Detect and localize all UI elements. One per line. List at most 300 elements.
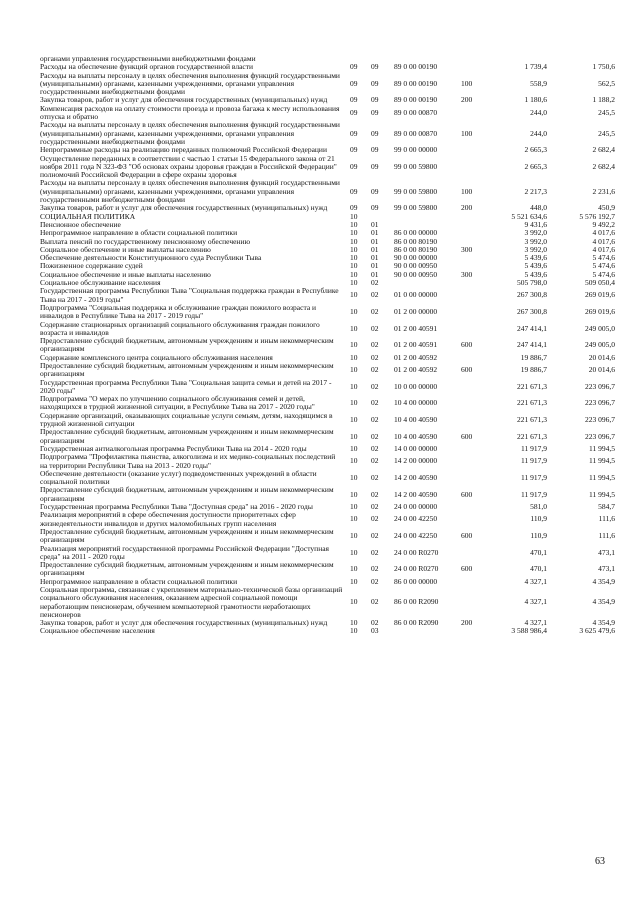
budget-table-body [40, 55, 615, 636]
row-target-article: 24 0 00 00000 [394, 502, 438, 512]
row-subsection: 02 [371, 576, 379, 586]
row-section: 10 [350, 618, 358, 628]
table-row [40, 627, 615, 635]
row-amount-2019: 19 886,7 [520, 365, 547, 375]
row-name: Содержание комплексного центра социального обслуживания населения [40, 352, 273, 362]
row-target-article: 14 2 00 40590 [394, 472, 438, 482]
row-target-article: 14 0 00 00000 [394, 443, 438, 453]
row-amount-2020: 5 474,6 [592, 253, 615, 263]
row-name: Содержание организаций, оказывающих социальные услуги семьям, детям, находящимся в трудной жизненной ситуации [40, 410, 333, 429]
row-name: СОЦИАЛЬНАЯ ПОЛИТИКА [40, 211, 136, 221]
row-amount-2020: 2 682,4 [592, 145, 615, 155]
table-row [40, 155, 615, 180]
row-subsection: 02 [371, 514, 379, 524]
row-name: Осуществление переданных в соответствии с частью 1 статьи 15 Федерального закона от 21 ноября 2011 года N 323-ФЗ "Об основах охраны здоровья граждан в Российской Федерации" полномочий Российской Федерации в сфере охраны здоровья [40, 153, 337, 180]
row-amount-2020: 223 096,7 [585, 431, 615, 441]
row-amount-2020: 4 017,6 [592, 228, 615, 238]
row-subsection: 02 [371, 381, 379, 391]
row-amount-2020: 223 096,7 [585, 381, 615, 391]
table-row [40, 321, 615, 338]
row-expense-type [457, 229, 485, 237]
row-amount-2020: 4 354,9 [592, 597, 615, 607]
row-expense-type [457, 354, 485, 362]
row-subsection: 02 [371, 531, 379, 541]
row-amount-2019: 3 588 986,4 [511, 626, 547, 636]
row-amount-2020: 2 231,6 [592, 186, 615, 196]
row-target-article: 24 0 00 R0270 [394, 547, 439, 557]
row-section: 10 [350, 211, 358, 221]
row-section: 10 [350, 381, 358, 391]
row-target-article [390, 213, 457, 221]
row-name: Подпрограмма "Профилактика пьянства, алкоголизма и их медико-социальных последствий на территории Республики Тыва на 2013 - 2020 годы" [40, 452, 336, 470]
row-subsection: 02 [371, 307, 379, 317]
row-subsection: 02 [371, 352, 379, 362]
row-expense-type [457, 287, 485, 304]
row-amount-2019: 3 992,0 [524, 228, 547, 238]
row-subsection: 01 [371, 219, 379, 229]
row-amount-2020: 5 474,6 [592, 261, 615, 271]
row-section: 10 [350, 307, 358, 317]
row-name: Пожизненное содержание судей [40, 261, 143, 271]
row-expense-type [457, 511, 485, 528]
row-subsection: 09 [371, 128, 379, 138]
row-target-article: 89 0 00 00190 [394, 78, 438, 88]
row-name: Государственная программа Республики Тыва "Доступная среда" на 2016 - 2020 годы [40, 502, 313, 512]
row-name: Выплата пенсий по государственному пенсионному обеспечению [40, 236, 251, 246]
table-row [40, 105, 615, 122]
row-amount-2019: 505 798,0 [517, 278, 547, 288]
row-target-article: 24 0 00 42250 [394, 531, 438, 541]
row-amount-2020: 4 354,9 [592, 618, 615, 628]
row-section: 09 [350, 78, 358, 88]
row-name: Непрограммные расходы на реализацию переданных полномочий Российской Федерации [40, 145, 327, 155]
table-row [40, 379, 615, 396]
table-row [40, 72, 615, 97]
row-target-article: 89 0 00 00190 [394, 95, 438, 105]
row-subsection: 02 [371, 564, 379, 574]
row-expense-type: 100 [461, 186, 473, 196]
row-subsection: 02 [371, 597, 379, 607]
row-target-article: 10 4 00 40590 [394, 414, 438, 424]
row-target-article: 99 0 00 00000 [394, 145, 438, 155]
row-amount-2020: 269 019,6 [585, 290, 615, 300]
row-amount-2019: 267 300,8 [517, 290, 547, 300]
row-target-article: 86 0 00 R2090 [394, 618, 439, 628]
row-section: 10 [350, 340, 358, 350]
row-section: 10 [350, 352, 358, 362]
row-expense-type [457, 221, 485, 229]
row-amount-2019: 221 671,3 [517, 381, 547, 391]
row-target-article: 01 2 00 40591 [394, 323, 438, 333]
row-section: 10 [350, 597, 358, 607]
row-subsection: 02 [371, 456, 379, 466]
row-section: 10 [350, 564, 358, 574]
table-row [40, 470, 615, 487]
row-subsection: 02 [371, 547, 379, 557]
row-name: Содержание стационарных организаций социального обслуживания граждан пожилого возраста и инвалидов [40, 319, 320, 337]
row-expense-type: 600 [461, 531, 473, 541]
row-amount-2019: 2 217,3 [524, 186, 547, 196]
row-name: Непрограммное направление в области социальной политики [40, 228, 238, 238]
row-name: Предоставление субсидий бюджетным, автономным учреждениям и иным некоммерческим организациям [40, 560, 334, 578]
row-target-article: 24 0 00 R0270 [394, 564, 439, 574]
row-subsection: 09 [371, 186, 379, 196]
row-section: 10 [350, 626, 358, 636]
row-name: Подпрограмма "Социальная поддержка и обслуживание граждан пожилого возраста и инвалидов в Республике Тыва на 2017 - 2019 годы" [40, 302, 317, 321]
row-section: 09 [350, 203, 358, 213]
row-subsection: 09 [371, 78, 379, 88]
row-expense-type [457, 470, 485, 487]
row-section: 10 [350, 269, 358, 279]
row-subsection: 02 [371, 414, 379, 424]
row-target-article: 14 2 00 00000 [394, 456, 438, 466]
row-amount-2020: 4 017,6 [592, 236, 615, 246]
table-row [40, 528, 615, 545]
row-amount-2020: 249 005,0 [585, 340, 615, 350]
row-expense-type [457, 55, 485, 63]
row-target-article: 01 2 00 40592 [394, 352, 438, 362]
row-name: Расходы на выплаты персоналу в целях обеспечения выполнения функций государственными (муниципальными) органами, казенными учреждениями, органами управления государственными внебюджетными фондами [40, 70, 340, 97]
row-target-article: 10 4 00 00000 [394, 398, 438, 408]
row-name: Компенсация расходов на оплату стоимости проезда и провоза багажа к месту использования отпуска и обратно [40, 103, 340, 122]
row-name: Государственная антиалкогольная программа Республики Тыва на 2014 - 2020 годы [40, 443, 307, 453]
row-section: 10 [350, 547, 358, 557]
row-expense-type [457, 453, 485, 470]
row-name: Обеспечение деятельности (оказание услуг) подведомственных учреждений в области социальной политики [40, 468, 317, 487]
row-subsection: 02 [371, 323, 379, 333]
row-amount-2019: 5 439,6 [524, 269, 547, 279]
row-target-article: 99 0 00 59800 [394, 161, 438, 171]
row-name: Закупка товаров, работ и услуг для обеспечения государственных (муниципальных) нужд [40, 618, 328, 628]
row-target-article: 10 4 00 40590 [394, 431, 438, 441]
row-target-article: 90 0 00 00950 [394, 269, 438, 279]
row-amount-2019: 5 439,6 [524, 253, 547, 263]
row-name: Обеспечение деятельности Конституционного суда Республики Тыва [40, 253, 262, 263]
table-row [40, 412, 615, 429]
row-target-article: 89 0 00 00190 [394, 62, 438, 72]
row-target-article: 86 0 00 R2090 [394, 597, 439, 607]
row-name: Расходы на обеспечение функций органов государственной власти [40, 62, 254, 72]
row-section: 09 [350, 161, 358, 171]
row-amount-2020: 20 014,6 [588, 352, 615, 362]
row-amount-2020: 509 050,4 [585, 278, 615, 288]
row-target-article: 89 0 00 00870 [394, 128, 438, 138]
row-expense-type [457, 578, 485, 586]
row-section: 09 [350, 186, 358, 196]
row-section: 10 [350, 443, 358, 453]
row-amount-2020: 1 750,6 [592, 62, 615, 72]
row-name: Социальная программа, связанная с укреплением материально-технической базы организаций социального обслуживания населения, оказанием адресной социальной помощи неработающим пенсионерам, обучением компьютерной грамотности неработающих пенсионеров [40, 585, 343, 619]
row-expense-type [457, 586, 485, 619]
row-target-article: 99 0 00 59800 [394, 203, 438, 213]
row-amount-2019: 4 327,1 [524, 597, 547, 607]
row-target-article: 14 2 00 40590 [394, 489, 438, 499]
table-row [40, 337, 615, 354]
row-section: 10 [350, 456, 358, 466]
row-expense-type: 100 [461, 128, 473, 138]
row-section: 10 [350, 365, 358, 375]
row-subsection: 02 [371, 502, 379, 512]
row-amount-2019: 3 992,0 [524, 244, 547, 254]
row-expense-type [457, 545, 485, 562]
row-expense-type [457, 627, 485, 635]
row-amount-2019: 11 917,9 [521, 456, 547, 466]
row-name: Социальное обслуживание населения [40, 278, 161, 288]
row-amount-2020: 111,6 [598, 531, 615, 541]
row-expense-type [457, 395, 485, 412]
row-target-article: 01 2 00 40591 [394, 340, 438, 350]
row-expense-type [457, 155, 485, 180]
row-expense-type [457, 379, 485, 396]
row-name: Государственная программа Республики Тыва "Социальная защита семьи и детей на 2017 - 2020 годы" [40, 377, 332, 395]
row-expense-type: 600 [461, 431, 473, 441]
row-expense-type [457, 321, 485, 338]
row-amount-2019: 19 886,7 [520, 352, 547, 362]
row-amount-2019: 1 180,6 [524, 95, 547, 105]
row-section: 10 [350, 502, 358, 512]
row-target-article [390, 627, 457, 635]
table-row [40, 428, 615, 445]
row-name: Подпрограмма "О мерах по улучшению социального обслуживания семей и детей, находящихся в трудной жизненной ситуации, в Республике Тыва на 2017 - 2020 годы" [40, 394, 315, 412]
row-subsection: 01 [371, 228, 379, 238]
table-row [40, 304, 615, 321]
row-section: 10 [350, 472, 358, 482]
row-expense-type: 600 [461, 564, 473, 574]
table-row [40, 395, 615, 412]
row-expense-type: 600 [461, 340, 473, 350]
row-name: Закупка товаров, работ и услуг для обеспечения государственных (муниципальных) нужд [40, 203, 328, 213]
row-subsection: 09 [371, 145, 379, 155]
row-subsection: 09 [371, 107, 379, 117]
row-name: Предоставление субсидий бюджетным, автономным учреждениям и иным некоммерческим организациям [40, 360, 334, 379]
row-amount-2019: 247 414,1 [517, 340, 547, 350]
row-subsection: 02 [371, 290, 379, 300]
row-amount-2020: 473,1 [598, 564, 615, 574]
row-amount-2019: 221 671,3 [517, 414, 547, 424]
row-expense-type: 600 [461, 365, 473, 375]
row-subsection: 02 [371, 278, 379, 288]
row-amount-2020: 111,6 [598, 514, 615, 524]
row-subsection: 09 [371, 95, 379, 105]
row-subsection: 02 [371, 365, 379, 375]
row-subsection: 01 [371, 244, 379, 254]
row-target-article: 01 0 00 00000 [394, 290, 438, 300]
row-name: Непрограммное направление в области социальной политики [40, 576, 238, 586]
row-expense-type [457, 146, 485, 154]
row-target-article: 86 0 00 80190 [394, 244, 438, 254]
row-amount-2020: 450,9 [598, 203, 615, 213]
row-amount-2019: 4 327,1 [524, 618, 547, 628]
row-subsection: 02 [371, 472, 379, 482]
row-subsection: 09 [371, 161, 379, 171]
row-amount-2019: 9 431,6 [524, 219, 547, 229]
table-row [40, 362, 615, 379]
row-amount-2019: 267 300,8 [517, 307, 547, 317]
table-row [40, 511, 615, 528]
row-amount-2019: 244,0 [530, 107, 547, 117]
row-amount-2019: 11 917,9 [521, 472, 547, 482]
row-amount-2020: 3 625 479,6 [579, 626, 615, 636]
row-expense-type [457, 304, 485, 321]
row-amount-2020: 473,1 [598, 547, 615, 557]
row-name: Расходы на выплаты персоналу в целях обеспечения выполнения функций государственными (муниципальными) органами, казенными учреждениями, органами управления государственными внебюджетными фондами [40, 120, 340, 146]
row-name: Закупка товаров, работ и услуг для обеспечения государственных (муниципальных) нужд [40, 95, 328, 105]
row-section: 10 [350, 236, 358, 246]
row-amount-2020: 245,5 [598, 107, 615, 117]
row-name: Реализация мероприятий государственной программы Российской Федерации "Доступная среда" на 2011 - 2020 годы [40, 543, 329, 561]
row-section: 10 [350, 261, 358, 271]
row-expense-type [457, 254, 485, 262]
row-amount-2020: 11 994,5 [589, 472, 615, 482]
row-section: 10 [350, 431, 358, 441]
row-section: 10 [350, 489, 358, 499]
row-amount-2020: 584,7 [598, 502, 615, 512]
row-amount-2019: 5 521 634,6 [511, 211, 547, 221]
row-amount-2020: 20 014,6 [588, 365, 615, 375]
row-expense-type [457, 279, 485, 287]
row-amount-2020: 1 188,2 [592, 95, 615, 105]
row-target-article: 10 0 00 00000 [394, 381, 438, 391]
row-section: 10 [350, 219, 358, 229]
row-subsection: 02 [371, 443, 379, 453]
row-amount-2019: 1 739,4 [524, 62, 547, 72]
row-amount-2019: 110,9 [530, 514, 547, 524]
row-section: 10 [350, 253, 358, 263]
row-amount-2019: 470,1 [530, 564, 547, 574]
row-subsection: 02 [371, 398, 379, 408]
row-subsection: 01 [371, 236, 379, 246]
budget-document [40, 55, 615, 636]
row-section: 10 [350, 323, 358, 333]
row-amount-2019: 558,9 [530, 78, 547, 88]
row-amount-2020: 5 576 192,7 [579, 211, 615, 221]
row-amount-2020: 11 994,5 [589, 443, 615, 453]
row-section: 09 [350, 107, 358, 117]
page-number: 63 [595, 856, 605, 867]
row-amount-2020: 249 005,0 [585, 323, 615, 333]
row-amount-2019: 2 665,3 [524, 161, 547, 171]
row-name: Пенсионное обеспечение [40, 219, 121, 229]
row-amount-2020: 223 096,7 [585, 398, 615, 408]
row-amount-2019: 244,0 [530, 128, 547, 138]
row-amount-2020: 11 994,5 [589, 489, 615, 499]
row-expense-type: 100 [461, 78, 473, 88]
row-amount-2020: 562,5 [598, 78, 615, 88]
row-expense-type [457, 503, 485, 511]
row-section: 10 [350, 244, 358, 254]
row-target-article: 89 0 00 00870 [394, 107, 438, 117]
row-amount-2020: 2 682,4 [592, 161, 615, 171]
row-section: 09 [350, 95, 358, 105]
row-name: органами управления государственными внебюджетными фондами [40, 54, 256, 63]
row-name: Предоставление субсидий бюджетным, автономным учреждениям и иным некоммерческим организациям [40, 427, 334, 445]
row-amount-2020: 9 492,2 [592, 219, 615, 229]
row-expense-type: 600 [461, 489, 473, 499]
table-row [40, 486, 615, 503]
row-target-article: 01 2 00 40592 [394, 365, 438, 375]
row-expense-type: 200 [461, 95, 473, 105]
row-amount-2020: 4 017,6 [592, 244, 615, 254]
row-target-article: 86 0 00 00000 [394, 228, 438, 238]
row-expense-type: 200 [461, 203, 473, 213]
row-name: Реализация мероприятий в сфере обеспечения доступности приоритетных сфер жизнедеятельности инвалидов и других маломобильных групп населения [40, 510, 296, 528]
row-amount-2019: 2 665,3 [524, 145, 547, 155]
row-subsection: 09 [371, 203, 379, 213]
row-amount-2019: 581,0 [530, 502, 547, 512]
row-target-article: 99 0 00 59800 [394, 186, 438, 196]
row-expense-type [457, 445, 485, 453]
table-row [40, 545, 615, 562]
row-subsection: 02 [371, 340, 379, 350]
table-row [40, 561, 615, 578]
row-amount-2020: 11 994,5 [589, 456, 615, 466]
row-subsection: 03 [371, 626, 379, 636]
row-amount-2019: 448,0 [530, 203, 547, 213]
row-expense-type: 300 [461, 269, 473, 279]
row-section: 10 [350, 414, 358, 424]
row-section: 09 [350, 62, 358, 72]
row-expense-type [457, 412, 485, 429]
row-name: Предоставление субсидий бюджетным, автономным учреждениям и иным некоммерческим организациям [40, 526, 334, 545]
row-target-article: 01 2 00 00000 [394, 307, 438, 317]
row-amount-2020: 245,5 [598, 128, 615, 138]
row-amount-2019: 470,1 [530, 547, 547, 557]
row-expense-type: 300 [461, 244, 473, 254]
row-subsection: 01 [371, 269, 379, 279]
row-section: 10 [350, 278, 358, 288]
table-row [40, 453, 615, 470]
row-target-article: 86 0 00 80190 [394, 236, 438, 246]
table-row [40, 121, 615, 146]
row-section: 09 [350, 128, 358, 138]
row-target-article [390, 279, 457, 287]
row-target-article: 24 0 00 42250 [394, 514, 438, 524]
row-name: Социальное обеспечение населения [40, 626, 155, 636]
row-section: 09 [350, 145, 358, 155]
row-amount-2020: 269 019,6 [585, 307, 615, 317]
row-subsection: 02 [371, 431, 379, 441]
row-section: 10 [350, 228, 358, 238]
row-section: 10 [350, 576, 358, 586]
row-amount-2020: 4 354,9 [592, 576, 615, 586]
row-target-article: 90 0 00 00000 [394, 253, 438, 263]
row-section: 10 [350, 398, 358, 408]
row-name: Предоставление субсидий бюджетным, автономным учреждениям и иным некоммерческим организациям [40, 485, 334, 503]
row-name: Предоставление субсидий бюджетным, автономным учреждениям и иным некоммерческим организациям [40, 336, 334, 354]
row-amount-2019: 5 439,6 [524, 261, 547, 271]
row-amount-2020: 223 096,7 [585, 414, 615, 424]
row-amount-2019: 11 917,9 [521, 489, 547, 499]
row-amount-2020: 5 474,6 [592, 269, 615, 279]
row-amount-2019: 3 992,0 [524, 236, 547, 246]
row-amount-2019: 4 327,1 [524, 576, 547, 586]
row-name: Социальное обеспечение и иные выплаты населению [40, 244, 211, 254]
row-subsection: 09 [371, 62, 379, 72]
row-name: Государственная программа Республики Тыва "Социальная поддержка граждан в Республике Тыва на 2017 - 2019 годы" [40, 286, 339, 304]
row-subsection: 01 [371, 253, 379, 263]
row-subsection: 02 [371, 489, 379, 499]
row-amount-2019: 110,9 [530, 531, 547, 541]
row-section: 10 [350, 514, 358, 524]
row-expense-type [457, 213, 485, 221]
row-expense-type [457, 105, 485, 122]
row-subsection: 02 [371, 618, 379, 628]
row-amount-2019: 221 671,3 [517, 431, 547, 441]
row-expense-type: 200 [461, 618, 473, 628]
row-target-article: 90 0 00 00950 [394, 261, 438, 271]
row-name: Социальное обеспечение и иные выплаты населению [40, 269, 211, 279]
row-target-article: 86 0 00 00000 [394, 576, 438, 586]
